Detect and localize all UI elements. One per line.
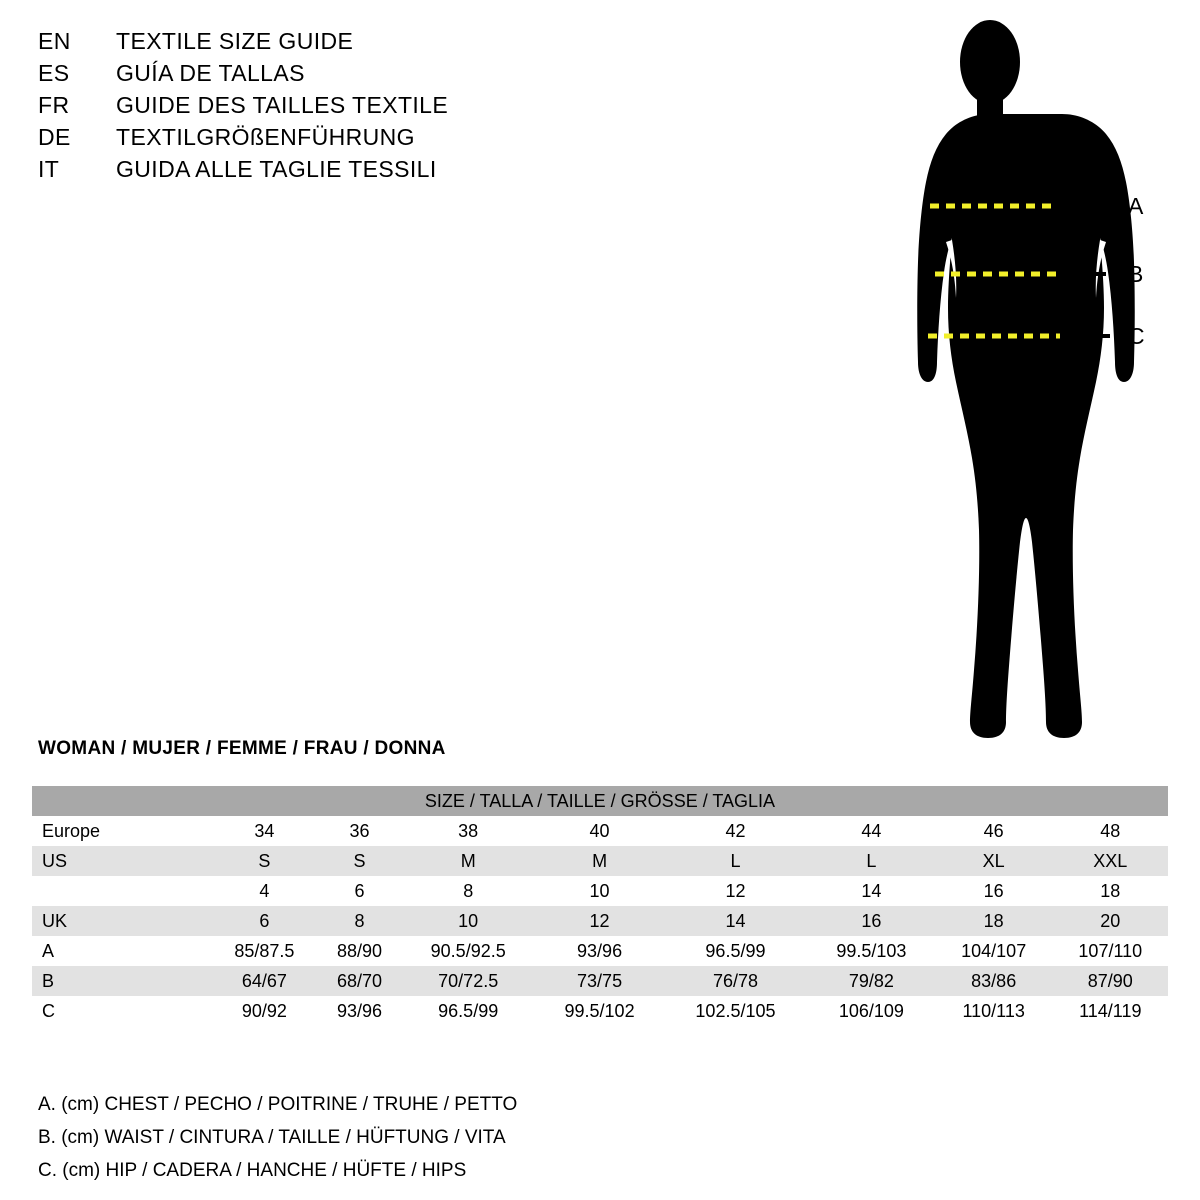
table-row [32, 816, 1168, 846]
table-cell: 96.5/99 [663, 936, 808, 966]
table-header-row [32, 786, 1168, 816]
table-cell: 46 [935, 816, 1053, 846]
table-cell: L [663, 846, 808, 876]
title-language-text: GUÍA DE TALLAS [116, 60, 305, 86]
table-cell: 110/113 [935, 996, 1053, 1026]
title-row [38, 156, 598, 188]
table-cell: S [210, 846, 319, 876]
row-label: Europe [32, 816, 210, 846]
table-cell: M [536, 846, 663, 876]
table-cell: 99.5/102 [536, 996, 663, 1026]
marker-label-a: A [1128, 193, 1144, 219]
table-cell: 87/90 [1053, 966, 1168, 996]
table-cell: 104/107 [935, 936, 1053, 966]
table-cell: 18 [935, 906, 1053, 936]
table-header-label: SIZE / TALLA / TAILLE / GRÖSSE / TAGLIA [32, 786, 1168, 816]
title-row [38, 28, 598, 60]
size-chart-table [32, 786, 1168, 1026]
row-label [32, 876, 210, 906]
table-cell: 16 [935, 876, 1053, 906]
table-cell: 12 [536, 906, 663, 936]
table-row [32, 966, 1168, 996]
marker-label-b: B [1128, 261, 1144, 287]
title-row [38, 60, 598, 92]
marker-label-c: C [1128, 323, 1145, 349]
table-row [32, 846, 1168, 876]
table-cell: 68/70 [319, 966, 401, 996]
title-language-text: TEXTILGRÖßENFÜHRUNG [116, 124, 415, 150]
table-cell: 102.5/105 [663, 996, 808, 1026]
row-label: C [32, 996, 210, 1026]
table-cell: 99.5/103 [808, 936, 935, 966]
title-row [38, 124, 598, 156]
table-cell: 88/90 [319, 936, 401, 966]
table-cell: 14 [808, 876, 935, 906]
title-language-code: FR [38, 92, 70, 118]
table-cell: 64/67 [210, 966, 319, 996]
title-language-code: ES [38, 60, 70, 86]
table-cell: 36 [319, 816, 401, 846]
title-language-text: GUIDA ALLE TAGLIE TESSILI [116, 156, 437, 182]
table-cell: 76/78 [663, 966, 808, 996]
row-label: B [32, 966, 210, 996]
table-cell: 85/87.5 [210, 936, 319, 966]
section-title-woman: WOMAN / MUJER / FEMME / FRAU / DONNA [38, 738, 446, 759]
table-cell: 70/72.5 [400, 966, 536, 996]
row-label: UK [32, 906, 210, 936]
table-cell: 79/82 [808, 966, 935, 996]
table-cell: 10 [536, 876, 663, 906]
table-cell: 6 [319, 876, 401, 906]
row-label: US [32, 846, 210, 876]
legend-row-b: B. (cm) WAIST / CINTURA / TAILLE / HÜFTUNG / VITA [38, 1127, 506, 1148]
table-cell: 73/75 [536, 966, 663, 996]
title-block [38, 28, 598, 188]
table-cell: 96.5/99 [400, 996, 536, 1026]
table-row [32, 906, 1168, 936]
table-row [32, 876, 1168, 906]
table-cell: 48 [1053, 816, 1168, 846]
table-cell: 38 [400, 816, 536, 846]
table-cell: 14 [663, 906, 808, 936]
title-language-code: EN [38, 28, 71, 54]
table-cell: 8 [319, 906, 401, 936]
table-cell: 83/86 [935, 966, 1053, 996]
table-cell: 114/119 [1053, 996, 1168, 1026]
table-cell: XXL [1053, 846, 1168, 876]
female-body-figure [860, 10, 1190, 770]
table-cell: 44 [808, 816, 935, 846]
table-cell: M [400, 846, 536, 876]
table-cell: 6 [210, 906, 319, 936]
table-cell: 12 [663, 876, 808, 906]
legend-row-c: C. (cm) HIP / CADERA / HANCHE / HÜFTE / HIPS [38, 1160, 467, 1181]
table-cell: S [319, 846, 401, 876]
table-cell: 93/96 [536, 936, 663, 966]
table-cell: 93/96 [319, 996, 401, 1026]
table-cell: 10 [400, 906, 536, 936]
table-cell: 40 [536, 816, 663, 846]
row-label: A [32, 936, 210, 966]
table-cell: 20 [1053, 906, 1168, 936]
table-cell: 90.5/92.5 [400, 936, 536, 966]
table-cell: 4 [210, 876, 319, 906]
table-cell: XL [935, 846, 1053, 876]
legend-row-a: A. (cm) CHEST / PECHO / POITRINE / TRUHE / PETTO [38, 1094, 518, 1115]
title-language-code: DE [38, 124, 71, 150]
table-cell: 18 [1053, 876, 1168, 906]
title-language-text: GUIDE DES TAILLES TEXTILE [116, 92, 449, 118]
title-row [38, 92, 598, 124]
table-cell: 34 [210, 816, 319, 846]
table-row [32, 996, 1168, 1026]
table-cell: 107/110 [1053, 936, 1168, 966]
table-row [32, 936, 1168, 966]
title-language-text: TEXTILE SIZE GUIDE [116, 28, 354, 54]
table-cell: 42 [663, 816, 808, 846]
table-cell: L [808, 846, 935, 876]
table-cell: 16 [808, 906, 935, 936]
title-language-code: IT [38, 156, 60, 182]
table-cell: 106/109 [808, 996, 935, 1026]
measurement-legend [38, 1088, 738, 1187]
table-cell: 90/92 [210, 996, 319, 1026]
female-silhouette-icon [860, 10, 1190, 770]
table-cell: 8 [400, 876, 536, 906]
